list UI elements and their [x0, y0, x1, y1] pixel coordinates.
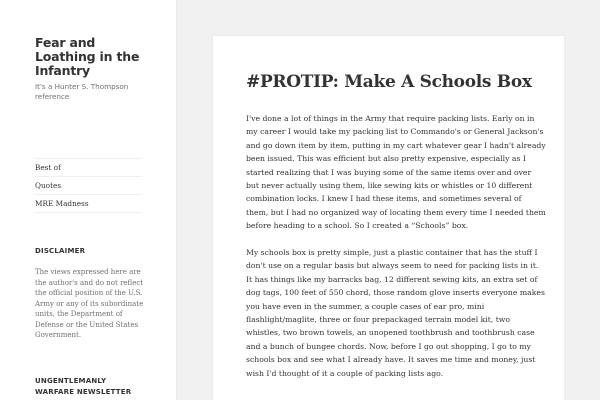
post-paragraph: My schools box is pretty simple, just a plastic container that has the stuff I don't use on a regular basis but always seem to need for packing lists in it. It has things like my barracks bag, 12 different sewing kits, an extra set of dog tags, 100 feet of 550 chord, those random glove inserts everyone makes you have even in the summer, a couple cases of ear pro, mini flashlight/maglite, three or four prepackaged terrain model kit, two whistles, two brown towels, an unopened toothbrush and toothbrush case and a bunch of bungee chords. Now, before I go out shopping, I go to my schools box and see what I already have. It saves me time and money, just wish I'd thought of it a couple of packing lists ago.	[246, 248, 545, 378]
site-description: It's a Hunter S. Thompson reference	[35, 82, 129, 101]
menu-item-best-of[interactable]: Best of	[35, 159, 141, 177]
menu-item-mre-madness[interactable]: MRE Madness	[35, 195, 141, 213]
newsletter-title: UNGENTLEMANLY WARFARE NEWSLETTER	[35, 377, 132, 396]
post-title[interactable]: #PROTIP: Make A Schools Box	[246, 72, 532, 92]
disclaimer-text: The views expressed here are the author's and do not reflect the official position of the U.S. Army or any of its subordinate units, the Department of Defense or the United States Government.	[35, 268, 144, 339]
sidebar	[0, 0, 176, 400]
post-content	[246, 112, 546, 394]
main-menu	[35, 158, 141, 213]
menu-item-quotes[interactable]: Quotes	[35, 177, 141, 195]
post-paragraph: I've done a lot of things in the Army that require packing lists. Early on in my career I would take my packing list to Commando's or General Jackson's and go down item by item, putting in my cart whatever gear I hadn't already been issued. This was efficient but also pretty expensive, especially as I started realizing that I was buying some of the same items over and over but never actually using them, like sewing kits or whistles or 10 different combination locks. I knew I had these items, and sometimes several of them, but I had no organized way of locating them every time I needed them before heading to a school. So I created a “Schools” box.	[246, 114, 546, 231]
sidebar-content	[35, 35, 144, 396]
site-title[interactable]: Fear and Loathing in the Infantry	[35, 35, 140, 78]
disclaimer-title: DISCLAIMER	[35, 247, 86, 255]
post-card	[213, 36, 564, 400]
